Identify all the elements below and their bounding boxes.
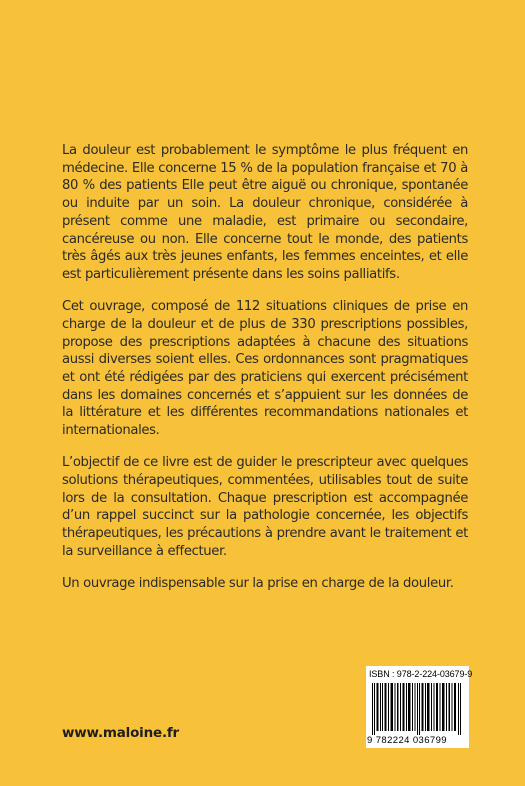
back-cover-description (62, 142, 468, 607)
description-paragraph-1: La douleur est probablement le symptôme le plus fréquent en médecine. Elle concerne 15 % de la population française et 70 à 80 % des patients Elle peut être aiguë ou chronique, spontanée ou induite par un soin. La douleur chronique, considérée à présent comme une maladie, est primaire ou secondaire, cancéreuse ou non. Elle concerne tout le monde, des patients très âgés aux très jeunes enfants, les femmes enceintes, et elle est particulièrement présente dans les soins palliatifs. (62, 143, 468, 282)
isbn-label: ISBN : 978-2-224-03679-9 (369, 669, 473, 679)
barcode-bars (372, 683, 464, 735)
description-paragraph-4: Un ouvrage indispensable sur la prise en charge de la douleur. (62, 575, 454, 591)
barcode-digits: 9 782224 036799 (367, 735, 447, 746)
isbn-barcode (366, 666, 473, 748)
publisher-website: www.maloine.fr (62, 725, 180, 741)
description-paragraph-2: Cet ouvrage, composé de 112 situations cliniques de prise en charge de la douleur et de plus de 330 prescriptions possibles, propose des prescriptions adaptées à chacune des situations aussi diverses soient elles. Ces ordonnances sont pragmatiques et ont été rédigées par des praticiens qui exercent précisément dans les domaines concernés et s’appuient sur les données de la littérature et les différentes recommandations nationales et internationales. (62, 299, 468, 439)
description-paragraph-3: L’objectif de ce livre est de guider le prescripteur avec quelques solutions thérapeutiques, commentées, utilisables tout de suite lors de la consultation. Chaque prescription est accompagnée d’un rappel succinct sur la pathologie concernée, les objectifs thérapeutiques, les précautions à prendre avant le traitement et la surveillance à effectuer. (62, 455, 468, 559)
